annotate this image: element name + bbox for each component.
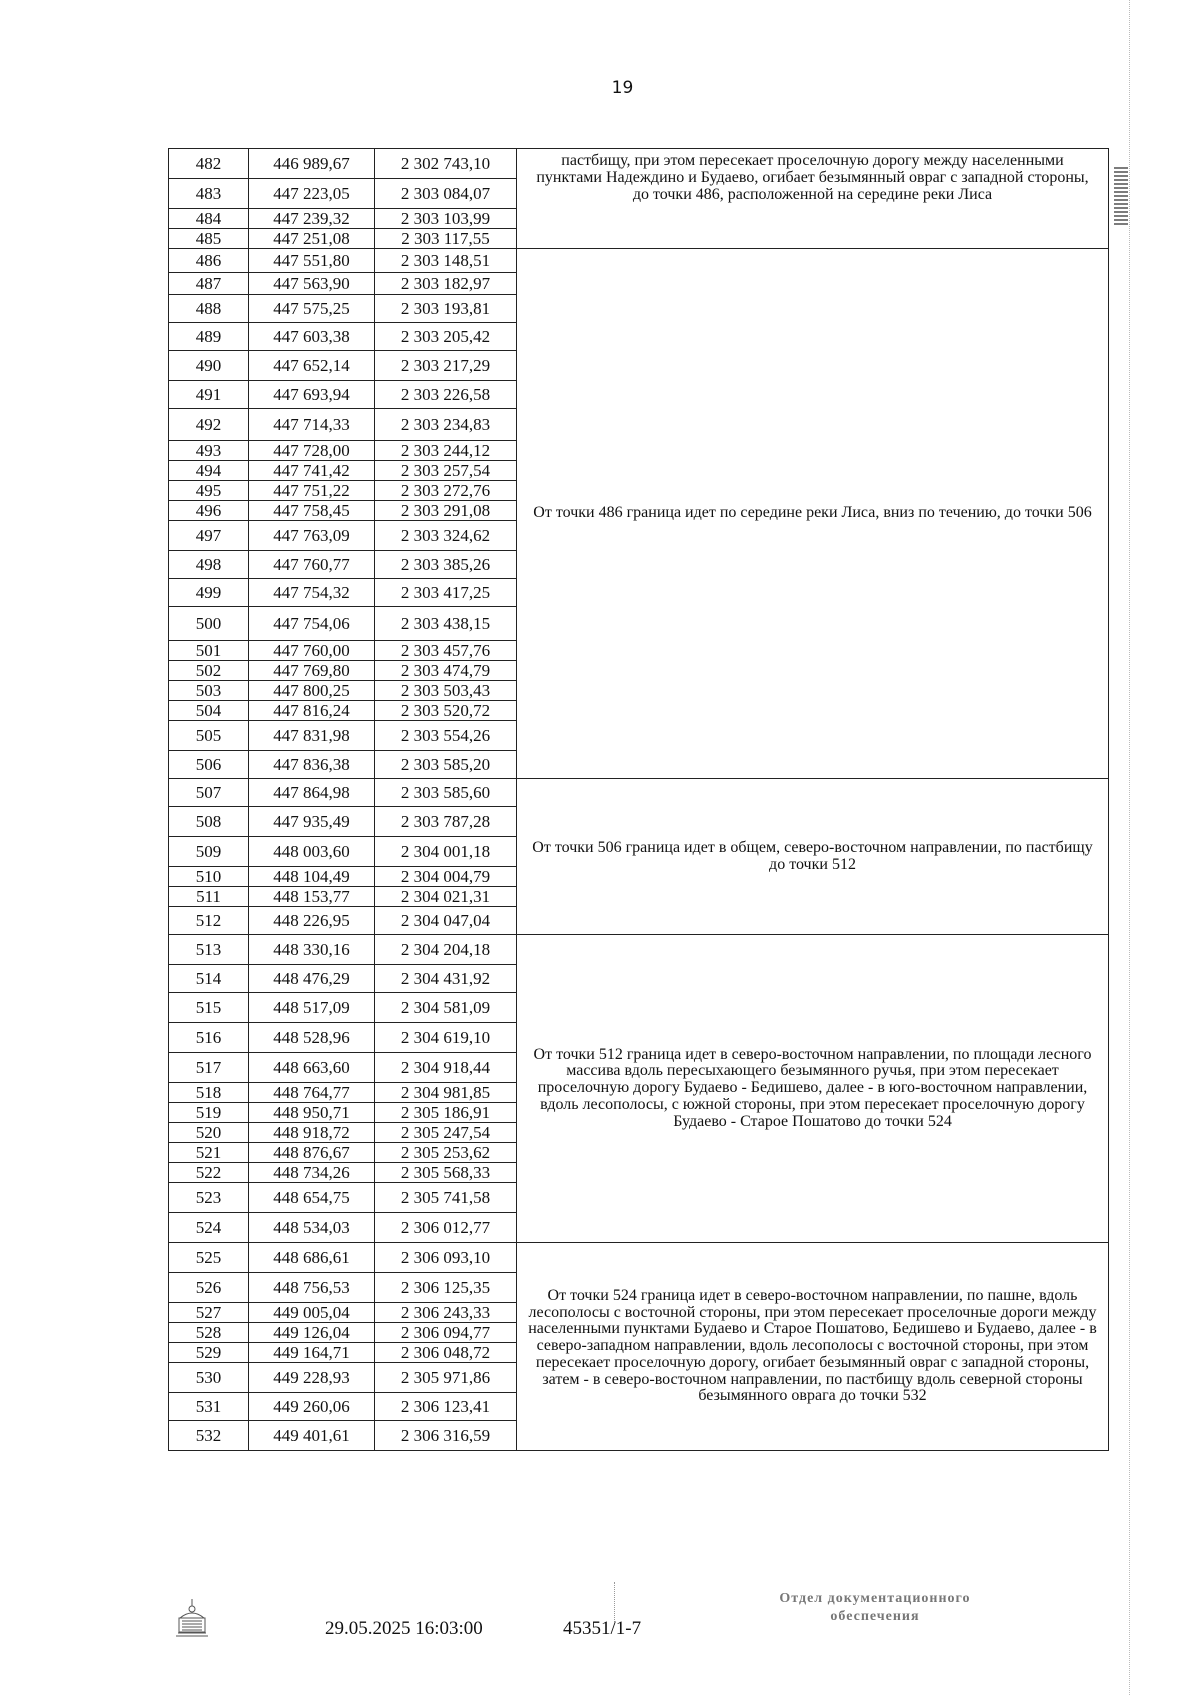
boundary-description-cell: От точки 506 граница идет в общем, северо-восточном направлении, по пастбищу до точки 512	[517, 779, 1109, 935]
x-coordinate-cell: 447 603,38	[249, 323, 375, 351]
point-number-cell: 524	[169, 1213, 249, 1243]
point-number-cell: 485	[169, 229, 249, 249]
y-coordinate-cell: 2 306 125,35	[375, 1273, 517, 1303]
point-number-cell: 517	[169, 1053, 249, 1083]
point-number-cell: 482	[169, 149, 249, 179]
x-coordinate-cell: 448 226,95	[249, 907, 375, 935]
point-number-cell: 488	[169, 295, 249, 323]
point-number-cell: 509	[169, 837, 249, 867]
x-coordinate-cell: 448 476,29	[249, 965, 375, 993]
boundary-description-cell: От точки 524 граница идет в северо-восточном направлении, по пашне, вдоль лесополосы с восточной стороны, при этом пересекает проселочные дороги между населенными пунктами Будаево и Старое Пошатово, Бедишево и Будаево, далее - в северо-западном направлении, вдоль лесополосы с восточной стороны, при этом пересекает проселочную дорогу, огибает безымянный овраг с западной стороны, затем - в северо-восточном направлении, по пастбищу вдоль северной стороны безымянного оврага до точки 532	[517, 1243, 1109, 1451]
y-coordinate-cell: 2 306 093,10	[375, 1243, 517, 1273]
y-coordinate-cell: 2 305 247,54	[375, 1123, 517, 1143]
x-coordinate-cell: 447 758,45	[249, 501, 375, 521]
y-coordinate-cell: 2 303 438,15	[375, 607, 517, 641]
point-number-cell: 502	[169, 661, 249, 681]
y-coordinate-cell: 2 306 123,41	[375, 1393, 517, 1421]
boundary-description-cell: пастбищу, при этом пересекает проселочную дорогу между населенными пунктами Надеждино и Будаево, огибает безымянный овраг с западной стороны, до точки 486, расположенной на середине реки Лиса	[517, 149, 1109, 249]
x-coordinate-cell: 448 528,96	[249, 1023, 375, 1053]
point-number-cell: 491	[169, 381, 249, 409]
page-number: 19	[611, 78, 634, 98]
y-coordinate-cell: 2 303 117,55	[375, 229, 517, 249]
department-stamp-line2: обеспечения	[830, 1609, 920, 1625]
y-coordinate-cell: 2 303 554,26	[375, 721, 517, 751]
x-coordinate-cell: 447 223,05	[249, 179, 375, 209]
point-number-cell: 506	[169, 751, 249, 779]
y-coordinate-cell: 2 304 047,04	[375, 907, 517, 935]
point-number-cell: 527	[169, 1303, 249, 1323]
x-coordinate-cell: 448 517,09	[249, 993, 375, 1023]
point-number-cell: 486	[169, 249, 249, 273]
x-coordinate-cell: 447 728,00	[249, 441, 375, 461]
y-coordinate-cell: 2 303 585,20	[375, 751, 517, 779]
point-number-cell: 508	[169, 807, 249, 837]
point-number-cell: 519	[169, 1103, 249, 1123]
point-number-cell: 526	[169, 1273, 249, 1303]
point-number-cell: 522	[169, 1163, 249, 1183]
y-coordinate-cell: 2 303 520,72	[375, 701, 517, 721]
point-number-cell: 515	[169, 993, 249, 1023]
point-number-cell: 497	[169, 521, 249, 551]
x-coordinate-cell: 449 228,93	[249, 1363, 375, 1393]
y-coordinate-cell: 2 303 787,28	[375, 807, 517, 837]
x-coordinate-cell: 447 751,22	[249, 481, 375, 501]
y-coordinate-cell: 2 304 001,18	[375, 837, 517, 867]
print-datetime: 29.05.2025 16:03:00	[325, 1618, 483, 1639]
x-coordinate-cell: 447 551,80	[249, 249, 375, 273]
department-stamp	[735, 1590, 1015, 1626]
y-coordinate-cell: 2 303 234,83	[375, 409, 517, 441]
point-number-cell: 523	[169, 1183, 249, 1213]
y-coordinate-cell: 2 306 094,77	[375, 1323, 517, 1343]
boundary-description-cell: От точки 512 граница идет в северо-восточном направлении, по площади лесного массива вдоль пересыхающего безымянного ручья, при этом пересекает проселочную дорогу Будаево - Бедишево, далее - в юго-восточном направлении, вдоль лесополосы, с южной стороны, при этом пересекает проселочную дорогу Будаево - Старое Пошатово до точки 524	[517, 935, 1109, 1243]
x-coordinate-cell: 448 734,26	[249, 1163, 375, 1183]
point-number-cell: 514	[169, 965, 249, 993]
point-number-cell: 530	[169, 1363, 249, 1393]
x-coordinate-cell: 447 693,94	[249, 381, 375, 409]
x-coordinate-cell: 448 764,77	[249, 1083, 375, 1103]
table-row	[169, 249, 1109, 273]
point-number-cell: 507	[169, 779, 249, 807]
x-coordinate-cell: 447 714,33	[249, 409, 375, 441]
y-coordinate-cell: 2 303 291,08	[375, 501, 517, 521]
x-coordinate-cell: 447 652,14	[249, 351, 375, 381]
x-coordinate-cell: 448 330,16	[249, 935, 375, 965]
x-coordinate-cell: 447 864,98	[249, 779, 375, 807]
y-coordinate-cell: 2 303 417,25	[375, 579, 517, 607]
y-coordinate-cell: 2 304 004,79	[375, 867, 517, 887]
y-coordinate-cell: 2 303 257,54	[375, 461, 517, 481]
scan-edge-line	[1129, 0, 1130, 1695]
x-coordinate-cell: 448 534,03	[249, 1213, 375, 1243]
y-coordinate-cell: 2 304 581,09	[375, 993, 517, 1023]
coordinates-table	[168, 148, 1109, 1451]
x-coordinate-cell: 448 756,53	[249, 1273, 375, 1303]
y-coordinate-cell: 2 303 217,29	[375, 351, 517, 381]
point-number-cell: 531	[169, 1393, 249, 1421]
point-number-cell: 512	[169, 907, 249, 935]
x-coordinate-cell: 447 760,00	[249, 641, 375, 661]
department-stamp-line1: Отдел документационного	[779, 1591, 971, 1606]
y-coordinate-cell: 2 303 474,79	[375, 661, 517, 681]
x-coordinate-cell: 446 989,67	[249, 149, 375, 179]
x-coordinate-cell: 448 003,60	[249, 837, 375, 867]
point-number-cell: 484	[169, 209, 249, 229]
point-number-cell: 493	[169, 441, 249, 461]
x-coordinate-cell: 448 918,72	[249, 1123, 375, 1143]
point-number-cell: 494	[169, 461, 249, 481]
y-coordinate-cell: 2 303 503,43	[375, 681, 517, 701]
x-coordinate-cell: 448 153,77	[249, 887, 375, 907]
y-coordinate-cell: 2 303 324,62	[375, 521, 517, 551]
x-coordinate-cell: 448 876,67	[249, 1143, 375, 1163]
x-coordinate-cell: 449 126,04	[249, 1323, 375, 1343]
y-coordinate-cell: 2 303 226,58	[375, 381, 517, 409]
point-number-cell: 483	[169, 179, 249, 209]
x-coordinate-cell: 447 251,08	[249, 229, 375, 249]
point-number-cell: 529	[169, 1343, 249, 1363]
y-coordinate-cell: 2 304 204,18	[375, 935, 517, 965]
y-coordinate-cell: 2 303 148,51	[375, 249, 517, 273]
document-number: 45351/1-7	[563, 1618, 642, 1639]
x-coordinate-cell: 447 754,32	[249, 579, 375, 607]
table-row	[169, 1243, 1109, 1273]
point-number-cell: 500	[169, 607, 249, 641]
point-number-cell: 489	[169, 323, 249, 351]
point-number-cell: 520	[169, 1123, 249, 1143]
x-coordinate-cell: 449 164,71	[249, 1343, 375, 1363]
point-number-cell: 490	[169, 351, 249, 381]
y-coordinate-cell: 2 305 741,58	[375, 1183, 517, 1213]
point-number-cell: 505	[169, 721, 249, 751]
point-number-cell: 532	[169, 1421, 249, 1451]
y-coordinate-cell: 2 303 103,99	[375, 209, 517, 229]
x-coordinate-cell: 447 831,98	[249, 721, 375, 751]
x-coordinate-cell: 447 575,25	[249, 295, 375, 323]
y-coordinate-cell: 2 304 981,85	[375, 1083, 517, 1103]
point-number-cell: 511	[169, 887, 249, 907]
table-row	[169, 149, 1109, 179]
y-coordinate-cell: 2 305 971,86	[375, 1363, 517, 1393]
table-row	[169, 779, 1109, 807]
point-number-cell: 513	[169, 935, 249, 965]
y-coordinate-cell: 2 303 244,12	[375, 441, 517, 461]
x-coordinate-cell: 447 563,90	[249, 273, 375, 295]
y-coordinate-cell: 2 306 316,59	[375, 1421, 517, 1451]
x-coordinate-cell: 447 816,24	[249, 701, 375, 721]
y-coordinate-cell: 2 303 457,76	[375, 641, 517, 661]
point-number-cell: 496	[169, 501, 249, 521]
point-number-cell: 487	[169, 273, 249, 295]
x-coordinate-cell: 448 654,75	[249, 1183, 375, 1213]
x-coordinate-cell: 447 935,49	[249, 807, 375, 837]
footer-divider	[614, 1582, 615, 1622]
x-coordinate-cell: 447 239,32	[249, 209, 375, 229]
x-coordinate-cell: 448 950,71	[249, 1103, 375, 1123]
y-coordinate-cell: 2 306 012,77	[375, 1213, 517, 1243]
point-number-cell: 492	[169, 409, 249, 441]
y-coordinate-cell: 2 303 205,42	[375, 323, 517, 351]
x-coordinate-cell: 447 754,06	[249, 607, 375, 641]
x-coordinate-cell: 447 836,38	[249, 751, 375, 779]
page-footer	[0, 1590, 1200, 1650]
x-coordinate-cell: 447 763,09	[249, 521, 375, 551]
y-coordinate-cell: 2 305 568,33	[375, 1163, 517, 1183]
scan-artifact	[1114, 165, 1128, 225]
point-number-cell: 521	[169, 1143, 249, 1163]
point-number-cell: 518	[169, 1083, 249, 1103]
x-coordinate-cell: 448 686,61	[249, 1243, 375, 1273]
point-number-cell: 495	[169, 481, 249, 501]
point-number-cell: 503	[169, 681, 249, 701]
x-coordinate-cell: 449 260,06	[249, 1393, 375, 1421]
y-coordinate-cell: 2 302 743,10	[375, 149, 517, 179]
y-coordinate-cell: 2 303 084,07	[375, 179, 517, 209]
y-coordinate-cell: 2 306 048,72	[375, 1343, 517, 1363]
x-coordinate-cell: 449 005,04	[249, 1303, 375, 1323]
point-number-cell: 499	[169, 579, 249, 607]
x-coordinate-cell: 447 800,25	[249, 681, 375, 701]
x-coordinate-cell: 447 769,80	[249, 661, 375, 681]
y-coordinate-cell: 2 305 253,62	[375, 1143, 517, 1163]
x-coordinate-cell: 449 401,61	[249, 1421, 375, 1451]
y-coordinate-cell: 2 306 243,33	[375, 1303, 517, 1323]
y-coordinate-cell: 2 304 918,44	[375, 1053, 517, 1083]
y-coordinate-cell: 2 304 021,31	[375, 887, 517, 907]
y-coordinate-cell: 2 303 585,60	[375, 779, 517, 807]
point-number-cell: 510	[169, 867, 249, 887]
y-coordinate-cell: 2 305 186,91	[375, 1103, 517, 1123]
y-coordinate-cell: 2 303 182,97	[375, 273, 517, 295]
y-coordinate-cell: 2 304 431,92	[375, 965, 517, 993]
point-number-cell: 498	[169, 551, 249, 579]
boundary-description-cell: От точки 486 граница идет по середине реки Лиса, вниз по течению, до точки 506	[517, 249, 1109, 779]
x-coordinate-cell: 447 741,42	[249, 461, 375, 481]
y-coordinate-cell: 2 303 193,81	[375, 295, 517, 323]
table-row	[169, 935, 1109, 965]
y-coordinate-cell: 2 303 385,26	[375, 551, 517, 579]
point-number-cell: 528	[169, 1323, 249, 1343]
point-number-cell: 504	[169, 701, 249, 721]
point-number-cell: 516	[169, 1023, 249, 1053]
y-coordinate-cell: 2 304 619,10	[375, 1023, 517, 1053]
x-coordinate-cell: 447 760,77	[249, 551, 375, 579]
point-number-cell: 525	[169, 1243, 249, 1273]
emblem-icon	[172, 1596, 212, 1640]
x-coordinate-cell: 448 104,49	[249, 867, 375, 887]
point-number-cell: 501	[169, 641, 249, 661]
y-coordinate-cell: 2 303 272,76	[375, 481, 517, 501]
x-coordinate-cell: 448 663,60	[249, 1053, 375, 1083]
